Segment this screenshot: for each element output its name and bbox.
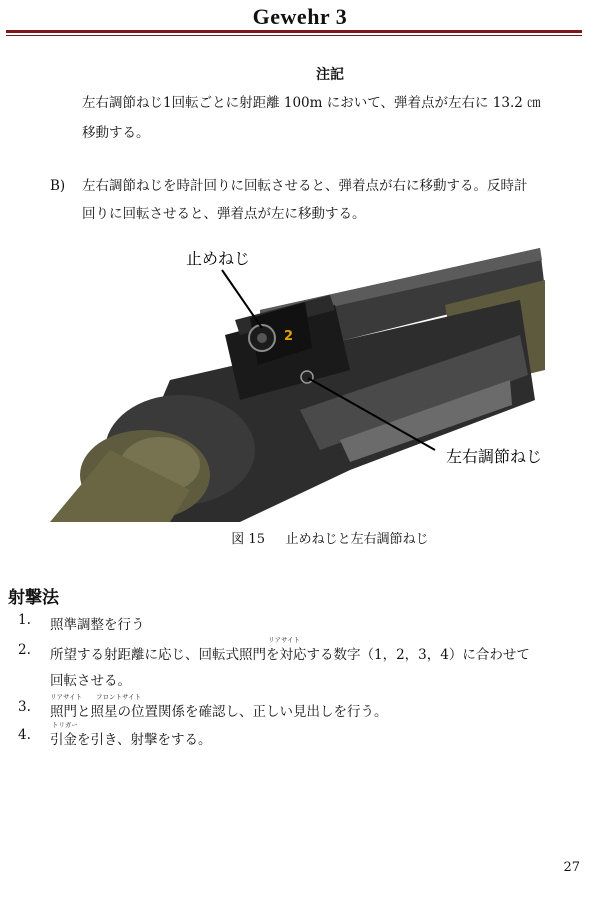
- sight-digit: 2: [284, 329, 294, 344]
- page-title: Gewehr 3: [252, 4, 348, 29]
- rifle-sight-photo: [50, 240, 545, 522]
- header-rule-thin: [6, 35, 582, 36]
- paragraph-line: 回りに回転させると、弾着点が左に移動する。: [82, 206, 366, 222]
- step-number: 3.: [18, 699, 31, 715]
- paragraph-line: 左右調節ねじを時計回りに回転させると、弾着点が右に移動する。反時計: [82, 178, 528, 194]
- note-line: 移動する。: [82, 125, 150, 141]
- note-heading: 注記: [316, 67, 344, 83]
- step-text: 回転させる。: [50, 673, 131, 689]
- callout-windage-screw: 左右調節ねじ: [446, 447, 543, 466]
- step-text: 所望する射距離に応じ、回転式照門を対応する数字（1，2，3，4）に合わせて: [50, 647, 530, 663]
- paragraph-b: [50, 172, 585, 228]
- header-rule: [6, 30, 582, 33]
- rifle-illustration: [50, 240, 545, 522]
- ruby-annotation: リアサイト: [268, 636, 301, 644]
- figure-caption: [0, 528, 600, 547]
- ruby-annotation: リアサイト: [50, 693, 83, 701]
- step-text: 引金を引き、射撃をする。: [50, 732, 212, 748]
- callout-stop-screw: 止めねじ: [186, 249, 251, 268]
- note-line: 左右調節ねじ1回転ごとに射距離 100m において、弾着点が左右に 13.2 ㎝: [82, 95, 541, 111]
- section-heading: 射撃法: [8, 588, 59, 608]
- step-number: 2.: [18, 642, 31, 658]
- note-body: [82, 88, 582, 148]
- ruby-annotation: トリガー: [52, 721, 78, 729]
- paragraph-label: B): [50, 178, 66, 194]
- step-number: 1.: [18, 612, 31, 628]
- step-text: 照門と照星の位置関係を確認し、正しい見出しを行う。: [50, 704, 388, 720]
- ruby-annotation: フロントサイト: [96, 693, 142, 701]
- page-number: 27: [563, 860, 580, 875]
- figure-number: 図 15: [231, 532, 265, 547]
- figure-caption-text: 止めねじと左右調節ねじ: [285, 532, 429, 547]
- step-number: 4.: [18, 727, 31, 743]
- step-text: 照準調整を行う: [50, 617, 145, 633]
